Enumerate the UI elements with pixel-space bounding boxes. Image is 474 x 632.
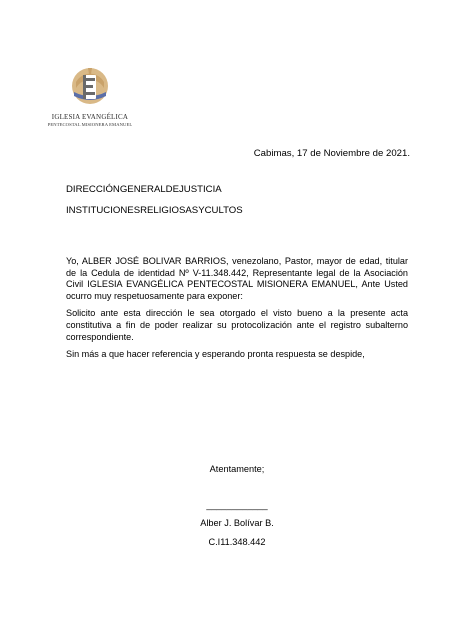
letter-date: Cabimas, 17 de Noviembre de 2021. [253, 148, 410, 159]
closing-salutation: Atentamente; [209, 464, 265, 474]
letter-body [66, 256, 408, 367]
church-emblem-icon [70, 66, 110, 110]
recipient-line-1: DIRECCIÓNGENERALDEJUSTICIA [66, 184, 222, 195]
logo-subtitle: PENTECOSTAL MISIONERA EMANUEL [47, 122, 133, 127]
church-logo [40, 66, 140, 127]
signer-name: Alber J. Bolívar B. [200, 518, 274, 528]
logo-title: IGLESIA EVANGÉLICA [51, 113, 129, 121]
paragraph-introduction: Yo, ALBER JOSÉ BOLIVAR BARRIOS, venezolano, Pastor, mayor de edad, titular de la Cedula de identidad Nº V-11.348.442, Representante legal de la Asociación Civil IGLESIA EVANGÉLICA PENTECOSTAL MISIONERA EMANUEL, Ante Usted ocurro muy respetuosamente para exponer: [66, 256, 408, 301]
paragraph-farewell: Sin más a que hacer referencia y esperando pronta respuesta se despide, [66, 349, 365, 360]
paragraph-request: Solicito ante esta dirección le sea otorgado el visto bueno a la presente acta constitutiva a fin de poder realizar su protocolización ante el registro subalterno correspondiente. [66, 308, 408, 342]
recipient-line-2: INSTITUCIONESRELIGIOSASYCULTOS [66, 205, 243, 216]
signer-id: C.I11.348.442 [208, 537, 266, 547]
signature-line: ____________ [206, 500, 268, 510]
